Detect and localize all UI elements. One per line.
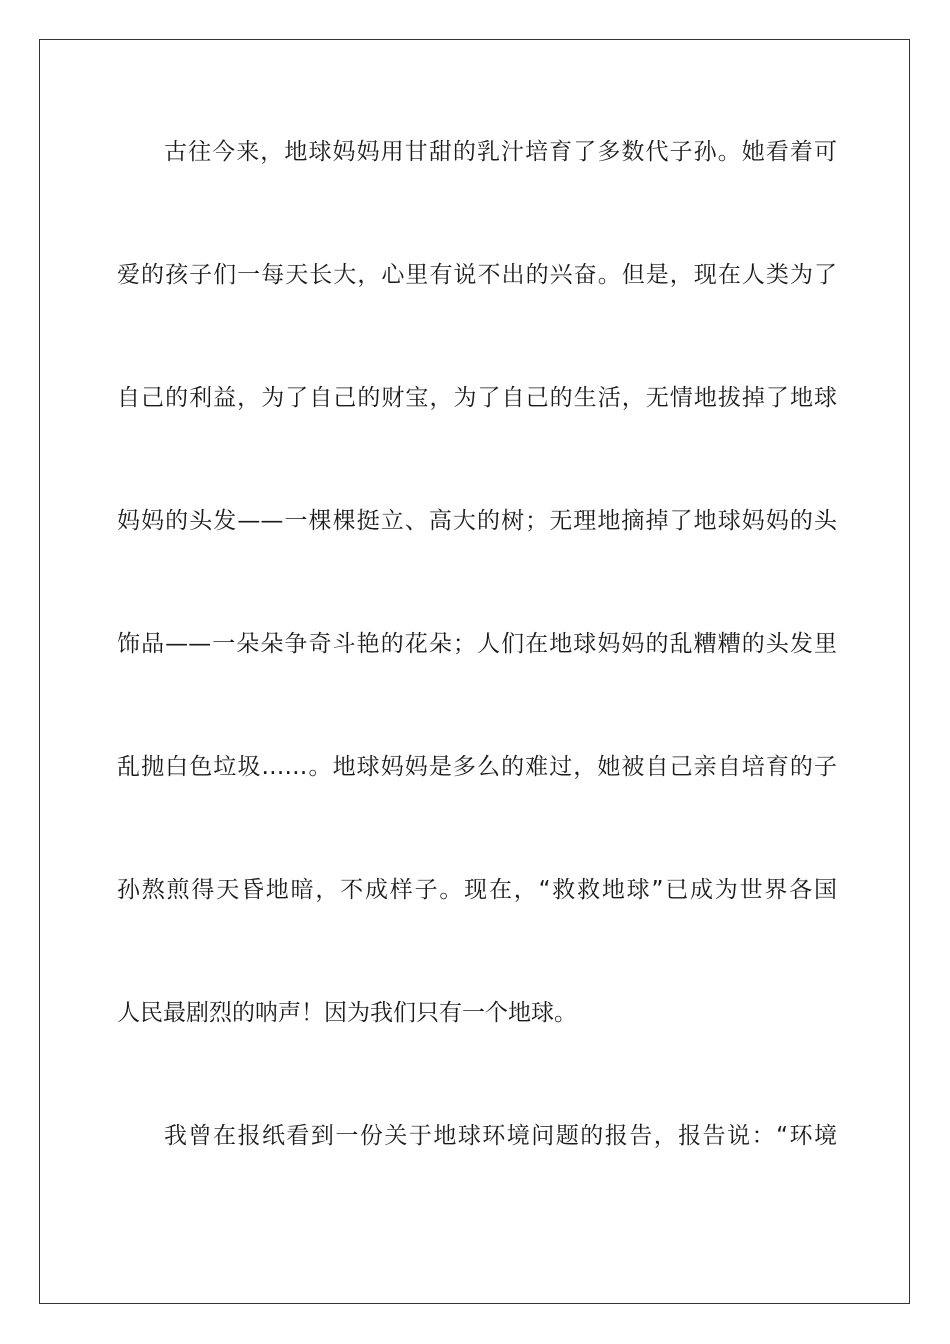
text-line: 古往今来，地球妈妈用甘甜的乳汁培育了多数代子孙。她看着可 — [164, 139, 837, 165]
text-line: 我曾在报纸看到一份关于地球环境问题的报告，报告说：“环境 — [164, 1123, 837, 1149]
text-line: 乱抛白色垃圾……。地球妈妈是多么的难过，她被自己亲自培育的子 — [117, 754, 837, 780]
text-line: 妈妈的头发——一棵棵挺立、高大的树；无理地摘掉了地球妈妈的头 — [117, 508, 837, 534]
text-line: 自己的利益，为了自己的财宝，为了自己的生活，无情地拔掉了地球 — [117, 385, 837, 411]
text-line: 饰品——一朵朵争奇斗艳的花朵；人们在地球妈妈的乱糟糟的头发里 — [117, 631, 837, 657]
page-border — [39, 39, 910, 1304]
text-line: 爱的孩子们一每天长大，心里有说不出的兴奋。但是，现在人类为了 — [117, 262, 837, 288]
text-line: 人民最剧烈的呐声！因为我们只有一个地球。 — [117, 1000, 577, 1026]
text-line: 孙熬煎得天昏地暗，不成样子。现在，“救救地球”已成为世界各国 — [117, 877, 837, 903]
